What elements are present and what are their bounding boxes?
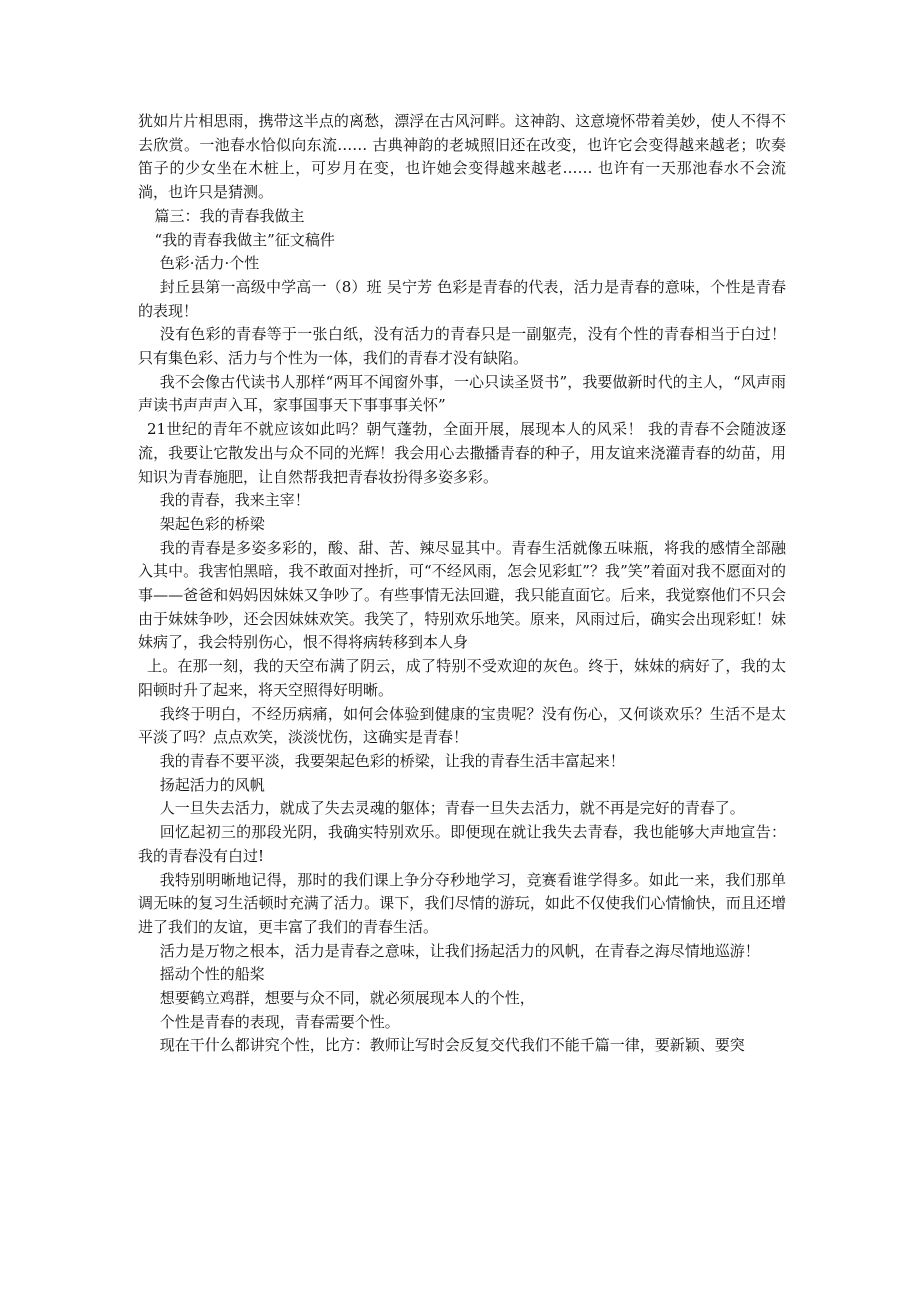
paragraph-intro: 犹如片片相思雨，携带这半点的离愁，漂浮在古风河畔。这神韵、这意境怀带着美妙，使人不得不去欣赏。一池春水恰似向东流…… 古典神韵的老城照旧还在改变，也许它会变得越来越老；吹奏笛子的少女坐在木桩上，可岁月在变，也许她会变得越来越老…… 也许有一天那池春水不会流淌，也许只是猜测。: [138, 112, 786, 202]
document-page: [138, 110, 786, 1058]
paragraph: 我的青春不要平淡，我要架起色彩的桥梁，让我的青春生活丰富起来！: [159, 751, 625, 770]
paragraph: 个性是青春的表现，青春需要个性。: [159, 1012, 400, 1031]
paragraph: 我的青春是多姿多彩的，酸、甜、苦、辣尽显其中。青春生活就像五味瓶，将我的感情全部融入其中。我害怕黑暗，我不敢面对挫折，可“不经风雨，怎会见彩虹”？我”笑”着面对我不愿面对的事——爸爸和妈妈因妹妹又争吵了。有些事情无法回避，我只能直面它。后来，我觉察他们不只会由于妹妹争吵，还会因妹妹欢笑。我笑了，特别欢乐地笑。原来，风雨过后，确实会出现彩虹！妹妹病了，我会特别伤心，恨不得将病转移到本人身: [138, 538, 786, 652]
essay-title: “我的青春我做主”征文稿件: [154, 230, 335, 249]
paragraph: 想要鹤立鸡群，想要与众不同，就必须展现本人的个性，: [159, 989, 535, 1008]
author-line: 封丘县第一高级中学高一（8）班 吴宁芳 色彩是青春的代表，活力是青春的意味，个性是青春的表现！: [138, 277, 786, 320]
subsection-heading: 架起色彩的桥梁: [159, 514, 265, 533]
paragraph: 人一旦失去活力，就成了失去灵魂的躯体；青春一旦失去活力，就不再是完好的青春了。: [159, 799, 745, 818]
paragraph: 我终于明白，不经历病痛，如何会体验到健康的宝贵呢？没有伤心，又何谈欢乐？生活不是太平淡了吗？点点欢笑，淡淡忧伤，这确实是青春！: [138, 704, 786, 747]
paragraph: 我不会像古代读书人那样“两耳不闻窗外事，一心只读圣贤书”，我要做新时代的主人，“风声雨声读书声声声入耳，家事国事天下事事事关怀”: [138, 372, 786, 415]
paragraph: 没有色彩的青春等于一张白纸，没有活力的青春只是一副躯壳，没有个性的青春相当于白过！只有集色彩、活力与个性为一体，我们的青春才没有缺陷。: [138, 325, 786, 368]
paragraph: 回忆起初三的那段光阴，我确实特别欢乐。即便现在就让我失去青春，我也能够大声地宣告：我的青春没有白过!: [138, 823, 786, 865]
section-heading: 篇三：我的青春我做主: [154, 206, 305, 225]
paragraph: 21世纪的青年不就应该如此吗？朝气蓬勃，全面开展，展现本人的风采！ 我的青春不会随波逐流，我要让它散发出与众不同的光辉！我会用心去撒播青春的种子，用友谊来浇灌青春的幼苗，用知识为青春施肥，让自然帮我把青春妆扮得多姿多彩。: [138, 420, 786, 486]
paragraph: 我的青春，我来主宰！: [159, 491, 310, 510]
paragraph: 活力是万物之根本，活力是青春之意味，让我们扬起活力的风帆，在青春之海尽情地巡游！: [159, 941, 760, 960]
essay-subtitle: 色彩·活力·个性: [159, 254, 260, 273]
paragraph: 现在干什么都讲究个性，比方：教师让写时会反复交代我们不能千篇一律，要新颖、要突: [159, 1036, 745, 1055]
paragraph: 我特别明晰地记得，那时的我们课上争分夺秒地学习，竞赛看谁学得多。如此一来，我们那单调无味的复习生活顿时充满了活力。课下，我们尽情的游玩，如此不仅使我们心情愉快，而且还增进了我们的友谊，更丰富了我们的青春生活。: [138, 870, 786, 936]
paragraph: 上。在那一刻，我的天空布满了阴云，成了特别不受欢迎的灰色。终于，妹妹的病好了，我的太阳顿时升了起来，将天空照得好明晰。: [138, 657, 786, 699]
subsection-heading: 摇动个性的船桨: [159, 965, 265, 984]
subsection-heading: 扬起活力的风帆: [159, 775, 265, 794]
